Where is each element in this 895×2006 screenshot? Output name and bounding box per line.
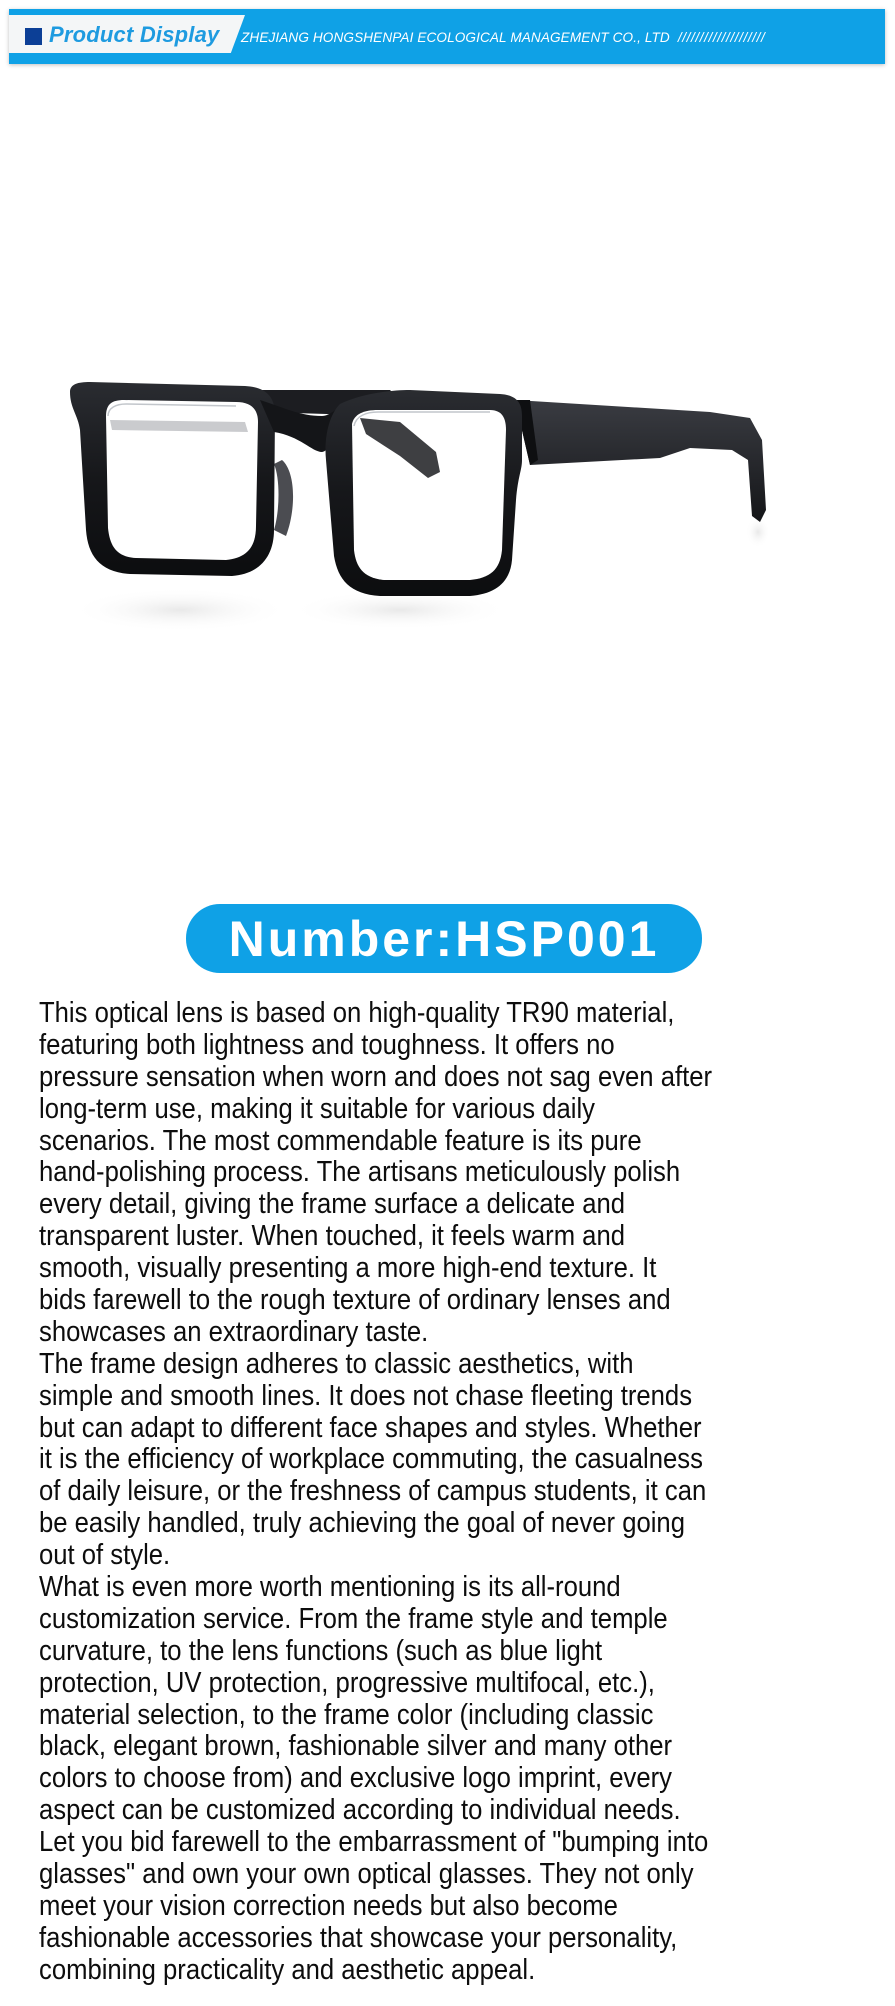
description-line: hand-polishing process. The artisans meticulously polish: [39, 1156, 681, 1189]
description-line: long-term use, making it suitable for various daily: [39, 1092, 596, 1125]
product-image: [60, 360, 840, 660]
description-line: scenarios. The most commendable feature is its pure: [39, 1124, 642, 1157]
square-bullet-icon: [25, 28, 42, 45]
description-line: transparent luster. When touched, it feels warm and: [39, 1220, 625, 1253]
description-line: be easily handled, truly achieving the goal of never going: [39, 1507, 685, 1540]
description-line: customization service. From the frame style and temple: [39, 1602, 668, 1635]
company-name-text: ZHEJIANG HONGSHENPAI ECOLOGICAL MANAGEMENT CO., LTD: [241, 30, 670, 45]
description-line: This optical lens is based on high-quality TR90 material,: [39, 997, 675, 1029]
description-line: featuring both lightness and toughness. It offers no: [39, 1028, 615, 1061]
product-number-badge: [186, 904, 702, 973]
description-line: out of style.: [39, 1539, 171, 1572]
slash-decoration: ////////////////////: [677, 30, 766, 45]
description-line: fashionable accessories that showcase your personality,: [39, 1921, 678, 1954]
company-name: [241, 30, 765, 45]
product-description: [39, 998, 869, 1987]
description-line: it is the efficiency of workplace commuting, the casualness: [39, 1443, 703, 1476]
description-line: pressure sensation when worn and does not sag even after: [39, 1060, 713, 1093]
description-line: bids farewell to the rough texture of ordinary lenses and: [39, 1284, 671, 1317]
description-line: glasses" and own your own optical glasses. They not only: [39, 1858, 694, 1891]
description-line: protection, UV protection, progressive multifocal, etc.),: [39, 1666, 655, 1699]
description-line: of daily leisure, or the freshness of campus students, it can: [39, 1475, 707, 1508]
description-line: every detail, giving the frame surface a delicate and: [39, 1188, 626, 1221]
description-line: material selection, to the frame color (including classic: [39, 1698, 654, 1731]
description-line: but can adapt to different face shapes and styles. Whether: [39, 1411, 702, 1444]
eyeglasses-icon: [60, 360, 840, 660]
description-line: black, elegant brown, fashionable silver and many other: [39, 1730, 673, 1763]
description-line: meet your vision correction needs but also become: [39, 1889, 618, 1922]
description-line: The frame design adheres to classic aesthetics, with: [39, 1347, 634, 1380]
description-line: Let you bid farewell to the embarrassment of "bumping into: [39, 1826, 709, 1859]
description-line: showcases an extraordinary taste.: [39, 1315, 429, 1348]
product-number-label: Number:HSP001: [228, 910, 660, 967]
description-line: aspect can be customized according to individual needs.: [39, 1794, 681, 1827]
description-line: combining practicality and aesthetic appeal.: [39, 1953, 536, 1986]
description-line: colors to choose from) and exclusive logo imprint, every: [39, 1762, 672, 1795]
description-line: simple and smooth lines. It does not chase fleeting trends: [39, 1379, 693, 1412]
section-title: Product Display: [49, 22, 220, 47]
description-line: What is even more worth mentioning is its all-round: [39, 1571, 621, 1604]
header-banner: [9, 9, 885, 64]
description-line: smooth, visually presenting a more high-end texture. It: [39, 1252, 657, 1285]
description-line: curvature, to the lens functions (such as blue light: [39, 1634, 603, 1667]
